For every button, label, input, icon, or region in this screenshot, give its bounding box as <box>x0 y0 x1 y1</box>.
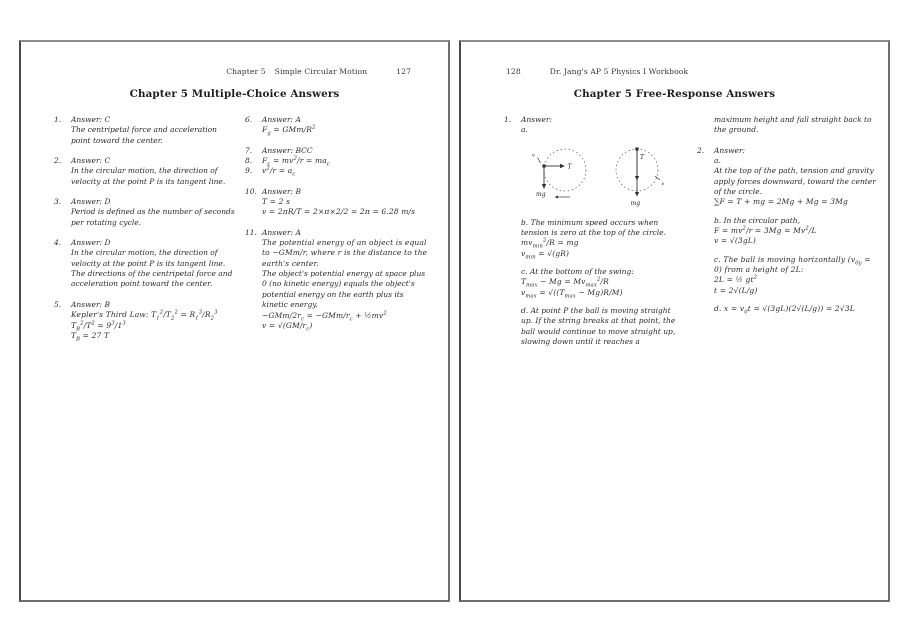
velocity-arrow <box>655 176 660 180</box>
page-number: 128 <box>506 67 521 76</box>
equation-line: c. The ball is moving horizontally $(v_{0y} = 0)$ from a height of 2L: <box>714 254 871 275</box>
answer-item <box>245 228 428 331</box>
item-body <box>71 197 237 228</box>
equation-line: 2L = ½ $gt^2$ <box>714 274 758 285</box>
fbd-top-position <box>616 147 665 207</box>
equation-line: ∑F = T + mg = 2Mg + Mg = 3Mg <box>714 197 848 207</box>
answers-column-right <box>697 115 878 357</box>
answer-text-line: Answer: D <box>71 238 111 248</box>
equation-line: $F = mv^2/r = 3Mg = Mv^2/L$ <box>714 225 817 236</box>
answer-text-line: Answer: BCC <box>262 145 313 155</box>
answer-item <box>54 197 237 228</box>
answer-text-line: b. In the circular path, <box>714 215 800 225</box>
equation-line: $T_B^2/T^2 = 9^3/1^3$ <box>71 320 126 332</box>
answer-item <box>54 156 237 187</box>
equation-line: T = 2 s <box>262 197 291 207</box>
equation-line: $v^2/r = a_c$ <box>262 165 296 178</box>
tension-label: T <box>567 163 572 171</box>
answer-text-line: a. <box>714 156 721 166</box>
answer-item <box>504 115 685 347</box>
item-body <box>262 187 428 218</box>
item-body <box>71 300 237 341</box>
answer-block <box>521 267 685 298</box>
answer-block <box>521 218 685 259</box>
item-body <box>71 238 237 290</box>
answer-item <box>54 115 237 146</box>
answer-text-line: Period is defined as the number of seconds per rotating cycle. <box>71 207 235 227</box>
page-left <box>19 40 450 602</box>
answer-block <box>521 115 685 210</box>
item-number: 5. <box>54 299 62 309</box>
answer-text-line: d. At point P the ball is moving straight up. If the string breaks at that point, the ball would continue to move straight up, slowing down until it reaches a <box>521 306 676 347</box>
answers-column-left <box>504 115 685 357</box>
velocity-label: v <box>532 152 535 159</box>
answers-column-right <box>245 115 428 351</box>
running-header <box>21 67 448 76</box>
item-number: 10. <box>245 186 257 196</box>
item-body <box>71 156 237 187</box>
equation-line: $v_{min} = √(gR)$ <box>521 248 570 261</box>
item-body <box>71 115 237 146</box>
answer-text-line: At the top of the path, tension and gravity apply forces downward, toward the center of the circle. <box>714 166 876 197</box>
velocity-label: v <box>661 180 665 187</box>
item-number: 3. <box>54 197 62 207</box>
answer-block <box>714 216 878 247</box>
equation-line: $F_c = mv^2/r = ma_c$ <box>262 155 330 168</box>
gravity-arrowhead <box>542 184 546 189</box>
answer-text-line: maximum height and fall straight back to the ground. <box>714 115 872 135</box>
item-number: 11. <box>245 227 257 237</box>
item-number: 1. <box>504 115 512 124</box>
answer-text-line: Answer: A <box>262 227 301 237</box>
answer-block <box>71 156 237 187</box>
motion-arrowhead <box>555 195 559 198</box>
answer-item <box>54 238 237 290</box>
gravity-arrowhead <box>635 192 639 197</box>
answer-block <box>714 115 878 136</box>
page-number: 127 <box>396 67 411 76</box>
item-body <box>262 146 428 177</box>
answer-item <box>54 300 237 341</box>
answer-item <box>245 146 428 177</box>
answer-block <box>262 187 428 218</box>
tension-arrowhead <box>560 163 565 167</box>
answer-text-line: Answer: B <box>262 186 301 196</box>
answer-block <box>521 306 685 347</box>
item-number: 6. <box>245 115 253 124</box>
fbd-side-position <box>532 149 586 199</box>
answers-column-left <box>54 115 237 351</box>
equation-line: $T_B = 27$ T <box>71 330 110 343</box>
answer-item <box>697 146 878 315</box>
answer-columns <box>54 115 428 351</box>
answer-text-line: Answer: D <box>71 197 111 207</box>
equation-line: t = 2√(L/g) <box>714 285 758 295</box>
answer-block <box>262 115 428 136</box>
item-number: 2. <box>54 156 62 166</box>
section-title: Chapter 5 Multiple-Choice Answers <box>129 88 340 100</box>
item-number: 1. <box>54 115 62 124</box>
equation-line: The potential energy of an object is equal to −GMm/r, where r is the distance to the earth's center. <box>262 238 428 268</box>
answer-text-line: Answer: C <box>71 156 111 166</box>
answer-block <box>714 146 878 208</box>
running-head-section: Simple Circular Motion <box>274 67 368 76</box>
page-right <box>459 40 890 602</box>
answer-text-line: c. At the bottom of the swing: <box>521 267 634 277</box>
circular-path <box>544 149 586 191</box>
velocity-arrow <box>538 157 541 163</box>
answer-text-line: Answer: C <box>71 115 111 124</box>
equation-line: $mv_{min}^2/R$ = mg <box>521 237 579 250</box>
item-body <box>262 228 428 331</box>
running-head-chapter: Chapter 5 <box>226 67 266 76</box>
item-number: 2. <box>697 145 705 155</box>
answer-text-line: b. The minimum speed occurs when tension is zero at the top of the circle. <box>521 217 666 238</box>
answer-columns <box>504 115 878 357</box>
answer-block <box>714 304 878 314</box>
equation-line: v = 2πR/T = 2×π×2/2 = 2π = 6.28 m/s <box>262 207 416 217</box>
ball <box>635 147 638 150</box>
answer-text-line: The centripetal force and acceleration point toward the center. <box>71 125 217 145</box>
equation-line: $T_{max} - Mg = Mv_{max}^2/R$ <box>521 276 609 289</box>
item-number: 7. 8. 9. <box>245 145 253 176</box>
item-number: 4. <box>54 238 62 248</box>
answer-block <box>262 146 428 177</box>
equation-line: $v_{max} = √((T_{max} - Mg)R/M)$ <box>521 287 623 300</box>
equation-line: $F_g = GMm/R^2$ <box>262 124 316 137</box>
answer-text-line: In the circular motion, the direction of velocity at the point P is its tangent line. The directions of the centripetal force and acceleration point toward the center. <box>71 248 233 289</box>
answer-block <box>71 238 237 290</box>
equation-line: $v = √(GM/r_c)$ <box>262 320 313 333</box>
equation-line: d. $x = v_0t = √(3gL)(2√(L/g)) = 2√3L$ <box>714 304 855 316</box>
equation-line: $-GMm/2r_c = -GMm/r_c$ + $\frac{1}{2}mv^2$ <box>262 310 387 322</box>
answer-text-line: The object's potential energy at space plus 0 (no kinetic energy) equals the object's potential energy on the earth plus its kinetic energy. <box>262 269 426 310</box>
free-body-diagram <box>525 140 683 210</box>
equation-line: v = √(3gL) <box>714 236 756 246</box>
answer-text-line: Answer: A <box>262 115 301 124</box>
answer-block <box>71 300 237 341</box>
item-body <box>262 115 428 136</box>
item-body <box>521 115 685 347</box>
item-number <box>697 115 714 136</box>
answer-block <box>262 228 428 331</box>
answer-block <box>71 115 237 146</box>
answer-text-line: Answer: B <box>71 299 110 309</box>
answer-item <box>245 115 428 136</box>
answer-text-line: Answer: <box>521 115 553 124</box>
item-body <box>714 115 878 136</box>
answer-text-line: a. <box>521 125 528 135</box>
answer-item <box>697 115 878 136</box>
answer-item <box>245 187 428 218</box>
answer-block <box>71 197 237 228</box>
gravity-label: mg <box>630 199 641 207</box>
section-title: Chapter 5 Free-Response Answers <box>573 88 776 100</box>
equation-line: Kepler's Third Law: $T_1^2/T_2^2 = R_1^3/R_2^3$ <box>71 309 218 322</box>
answer-text-line: In the circular motion, the direction of velocity at the point P is its tangent line. <box>71 166 226 186</box>
answer-text-line: Answer: <box>714 145 746 155</box>
item-body <box>714 146 878 315</box>
answer-block <box>714 255 878 296</box>
running-head-book: Dr. Jang's AP 5 Physics I Workbook <box>549 67 689 76</box>
running-header <box>461 67 888 76</box>
tension-label: T <box>640 153 645 161</box>
gravity-label: mg <box>536 190 546 198</box>
